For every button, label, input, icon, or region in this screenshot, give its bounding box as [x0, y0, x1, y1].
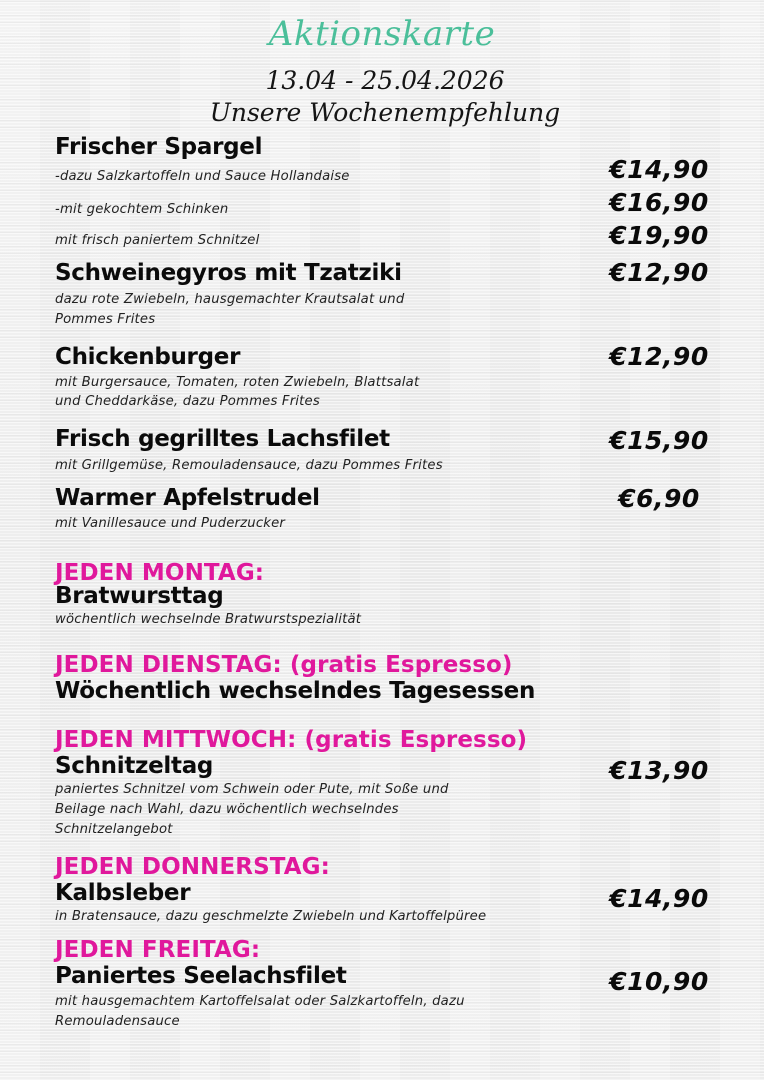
item-description: mit Grillgemüse, Remouladensauce, dazu Pommes Frites: [55, 458, 443, 473]
special-name: Wöchentlich wechselndes Tagesessen: [55, 678, 536, 704]
item-description: und Cheddarkäse, dazu Pommes Frites: [55, 394, 320, 409]
menu-title: Aktionskarte: [268, 14, 496, 54]
day-heading: JEDEN FREITAG:: [55, 937, 261, 963]
item-price: €12,90: [609, 258, 709, 287]
special-price: €13,90: [609, 756, 709, 785]
item-option-description: mit frisch paniertem Schnitzel: [55, 233, 260, 248]
special-name: Paniertes Seelachsfilet: [55, 963, 347, 989]
item-option-description: -mit gekochtem Schinken: [55, 202, 229, 217]
special-description: Remouladensauce: [55, 1014, 180, 1029]
item-name: Warmer Apfelstrudel: [55, 485, 320, 511]
special-description: wöchentlich wechselnde Bratwurstspezialität: [55, 612, 362, 627]
special-price: €10,90: [609, 967, 709, 996]
day-heading: JEDEN MITTWOCH: (gratis Espresso): [55, 727, 528, 753]
special-description: Beilage nach Wahl, dazu wöchentlich wechselndes: [55, 802, 399, 817]
item-option-description: -dazu Salzkartoffeln und Sauce Hollandaise: [55, 169, 350, 184]
special-name: Schnitzeltag: [55, 753, 214, 779]
special-name: Bratwursttag: [55, 583, 224, 609]
special-description: mit hausgemachtem Kartoffelsalat oder Salzkartoffeln, dazu: [55, 994, 465, 1009]
item-price: €12,90: [609, 342, 709, 371]
item-name: Schweinegyros mit Tzatziki: [55, 260, 402, 286]
item-option-price: €14,90: [609, 155, 709, 184]
special-description: paniertes Schnitzel vom Schwein oder Pute, mit Soße und: [55, 782, 449, 797]
day-heading: JEDEN DONNERSTAG:: [55, 854, 330, 880]
special-description: Schnitzelangebot: [55, 822, 173, 837]
special-price: €14,90: [609, 884, 709, 913]
item-price: €15,90: [609, 426, 709, 455]
item-description: mit Burgersauce, Tomaten, roten Zwiebeln, Blattsalat: [55, 375, 420, 390]
special-description: in Bratensauce, dazu geschmelzte Zwiebeln und Kartoffelpüree: [55, 909, 487, 924]
item-description: mit Vanillesauce und Puderzucker: [55, 516, 286, 531]
item-description: Pommes Frites: [55, 312, 156, 327]
day-heading: JEDEN MONTAG:: [55, 560, 265, 586]
item-option-price: €19,90: [609, 221, 709, 250]
day-heading: JEDEN DIENSTAG: (gratis Espresso): [55, 652, 513, 678]
item-option-price: €16,90: [609, 188, 709, 217]
item-description: dazu rote Zwiebeln, hausgemachter Krautsalat und: [55, 292, 405, 307]
item-price: €6,90: [618, 484, 700, 513]
date-range: 13.04 - 25.04.2026: [265, 66, 505, 95]
special-name: Kalbsleber: [55, 880, 191, 906]
item-name: Frischer Spargel: [55, 134, 263, 160]
menu-subtitle: Unsere Wochenempfehlung: [209, 98, 561, 127]
item-name: Frisch gegrilltes Lachsfilet: [55, 426, 390, 452]
item-name: Chickenburger: [55, 344, 241, 370]
